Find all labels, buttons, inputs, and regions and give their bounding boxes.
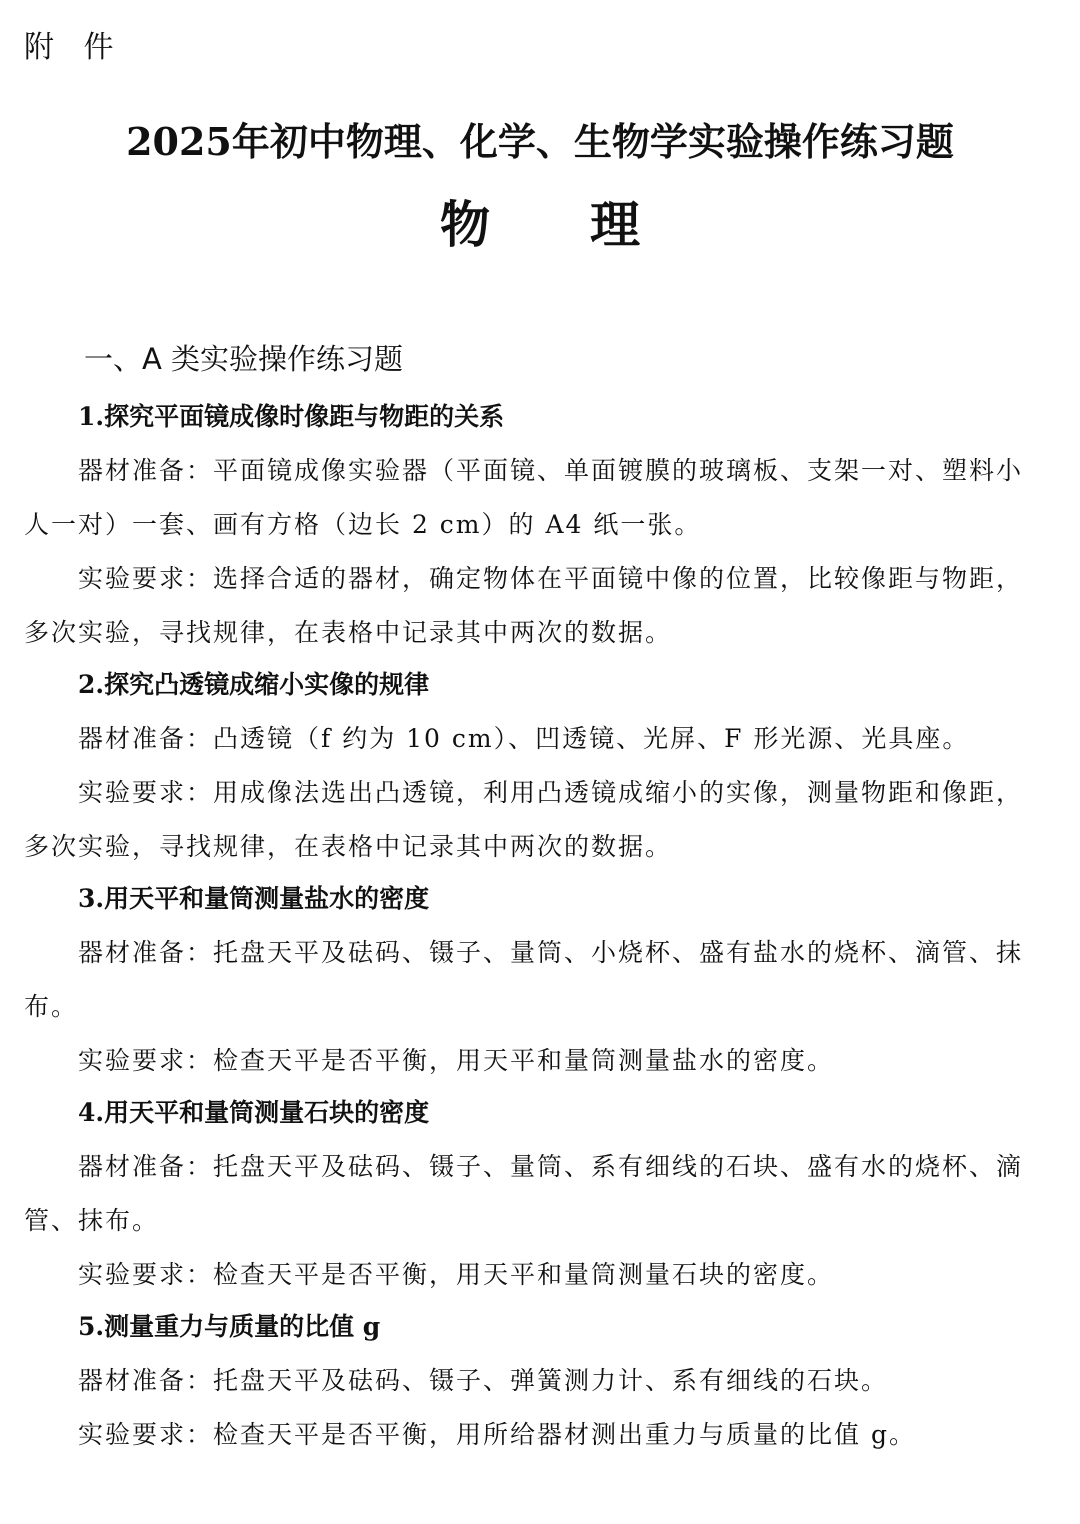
section-heading: 一、A 类实验操作练习题 — [84, 342, 404, 376]
experiment-title: 3.用天平和量筒测量盐水的密度 — [78, 884, 430, 913]
experiment-item-5 — [24, 1302, 1024, 1462]
materials-paragraph: 器材准备：平面镜成像实验器（平面镜、单面镀膜的玻璃板、支架一对、塑料小人一对）一套、画有方格（边长 2 cm）的 A4 纸一张。 — [24, 456, 1024, 539]
experiment-item-4 — [24, 1088, 1024, 1302]
experiment-title: 1.探究平面镜成像时像距与物距的关系 — [78, 402, 505, 431]
materials-paragraph: 器材准备：托盘天平及砝码、镊子、量筒、系有细线的石块、盛有水的烧杯、滴管、抹布。 — [24, 1152, 1024, 1235]
requirements-paragraph: 实验要求：检查天平是否平衡，用天平和量筒测量盐水的密度。 — [78, 1046, 835, 1075]
experiment-item-3 — [24, 874, 1024, 1088]
attachment-label: 附 件 — [24, 30, 124, 65]
requirements-paragraph: 实验要求：选择合适的器材，确定物体在平面镜中像的位置，比较像距与物距，多次实验，寻找规律，在表格中记录其中两次的数据。 — [24, 564, 1024, 647]
requirements-paragraph: 实验要求：检查天平是否平衡，用天平和量筒测量石块的密度。 — [78, 1260, 835, 1289]
requirements-paragraph: 实验要求：检查天平是否平衡，用所给器材测出重力与质量的比值 g。 — [78, 1420, 916, 1449]
experiment-item-2 — [24, 660, 1024, 874]
materials-paragraph: 器材准备：托盘天平及砝码、镊子、弹簧测力计、系有细线的石块。 — [78, 1366, 889, 1395]
experiment-title: 2.探究凸透镜成缩小实像的规律 — [78, 670, 430, 699]
experiment-title: 4.用天平和量筒测量石块的密度 — [78, 1098, 430, 1127]
experiment-title: 5.测量重力与质量的比值 g — [78, 1312, 381, 1341]
materials-paragraph: 器材准备：凸透镜（f 约为 10 cm）、凹透镜、光屏、F 形光源、光具座。 — [78, 724, 970, 753]
subject-title: 物理 — [440, 195, 740, 254]
materials-paragraph: 器材准备：托盘天平及砝码、镊子、量筒、小烧杯、盛有盐水的烧杯、滴管、抹布。 — [24, 938, 1024, 1021]
experiment-item-1 — [24, 392, 1024, 660]
document-body — [24, 330, 1024, 1462]
requirements-paragraph: 实验要求：用成像法选出凸透镜，利用凸透镜成缩小的实像，测量物距和像距，多次实验，寻找规律，在表格中记录其中两次的数据。 — [24, 778, 1024, 861]
main-title: 2025年初中物理、化学、生物学实验操作练习题 — [126, 119, 954, 164]
